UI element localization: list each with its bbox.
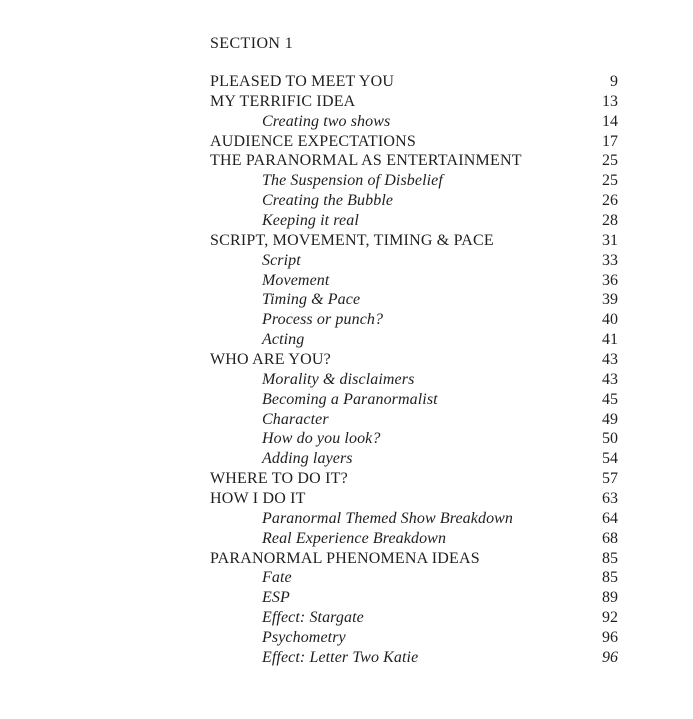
toc-entry-page: 40	[602, 311, 618, 329]
toc-entry-title: Timing & Pace	[262, 291, 361, 309]
toc-row	[210, 608, 618, 628]
toc-entry-title: THE PARANORMAL AS ENTERTAINMENT	[210, 152, 522, 170]
toc-row	[210, 132, 618, 152]
toc-entry-title: Effect: Letter Two Katie	[262, 648, 419, 666]
toc-row	[210, 72, 618, 92]
toc-row	[210, 151, 618, 171]
toc-row	[210, 489, 618, 509]
toc-entry-page: 49	[602, 410, 618, 428]
toc-entry-title: Adding layers	[262, 450, 353, 468]
toc-entry-page: 25	[602, 172, 618, 190]
toc-entry-title: Effect: Stargate	[262, 609, 364, 627]
toc-row	[210, 271, 618, 291]
toc-entry-page: 54	[602, 450, 618, 468]
toc-row	[210, 469, 618, 489]
toc-entry-page: 64	[602, 509, 618, 527]
toc-entry-title: Becoming a Paranormalist	[262, 390, 438, 408]
toc-entry-page: 17	[602, 132, 618, 150]
toc-entry-title: Movement	[262, 271, 330, 289]
toc-row	[210, 568, 618, 588]
toc-entry-page: 92	[602, 609, 618, 627]
toc-entry-page: 25	[602, 152, 618, 170]
toc-row	[210, 191, 618, 211]
toc-row	[210, 549, 618, 569]
toc-entry-title: The Suspension of Disbelief	[262, 172, 443, 190]
toc-entry-title: MY TERRIFIC IDEA	[210, 92, 356, 110]
toc-entry-page: 13	[602, 92, 618, 110]
toc-entry-title: Real Experience Breakdown	[262, 529, 447, 547]
toc-entry-title: ESP	[262, 589, 290, 607]
toc-row	[210, 509, 618, 529]
toc-entry-title: PARANORMAL PHENOMENA IDEAS	[210, 549, 480, 567]
toc-entry-page: 63	[602, 490, 618, 508]
toc-entry-page: 9	[610, 73, 618, 90]
toc-entry-page: 31	[602, 231, 618, 249]
toc-entry-title: WHO ARE YOU?	[210, 351, 331, 369]
toc-entry-page: 33	[602, 251, 618, 269]
toc-entry-page: 39	[602, 291, 618, 309]
toc-entry-title: SCRIPT, MOVEMENT, TIMING & PACE	[210, 231, 494, 249]
toc-entry-page: 43	[602, 370, 618, 388]
toc-row	[210, 350, 618, 370]
toc-entry-page: 41	[602, 331, 618, 349]
toc-entry-title: HOW I DO IT	[210, 490, 306, 508]
toc-entry-page: 68	[602, 529, 618, 547]
toc-entry-page: 57	[602, 470, 618, 488]
toc-row	[210, 92, 618, 112]
toc-entry-title: AUDIENCE EXPECTATIONS	[210, 132, 417, 150]
toc-row	[210, 588, 618, 608]
toc-entry-page: 85	[602, 569, 618, 587]
toc-row	[210, 330, 618, 350]
toc-row	[210, 290, 618, 310]
toc-entry-page: 43	[602, 351, 618, 369]
toc-row	[210, 628, 618, 648]
toc-row	[210, 112, 618, 132]
toc-entry-page: 26	[602, 192, 618, 210]
toc-entry-title: Creating the Bubble	[262, 192, 394, 210]
section-title: SECTION 1	[210, 35, 294, 52]
toc-entry-page: 85	[602, 549, 618, 567]
toc-entry-title: WHERE TO DO IT?	[210, 470, 348, 488]
toc-entry-page: 36	[602, 271, 618, 289]
toc-entry-title: Morality & disclaimers	[262, 370, 415, 388]
toc-entry-title: How do you look?	[262, 430, 381, 448]
toc-row	[210, 370, 618, 390]
toc-entry-page: 14	[602, 112, 618, 130]
toc-entry-title: Script	[262, 251, 301, 269]
toc-row	[210, 410, 618, 430]
toc-entry-title: Fate	[262, 569, 292, 587]
toc-row	[210, 171, 618, 191]
toc-entry-page: 89	[602, 589, 618, 607]
toc-list	[210, 72, 618, 668]
toc-row	[210, 231, 618, 251]
toc-row	[210, 211, 618, 231]
toc-entry-title: PLEASED TO MEET YOU	[210, 73, 395, 90]
toc-entry-page: 96	[602, 648, 618, 666]
toc-row	[210, 429, 618, 449]
toc-entry-title: Paranormal Themed Show Breakdown	[262, 509, 514, 527]
toc-entry-title: Psychometry	[262, 629, 346, 647]
toc-row	[210, 529, 618, 549]
toc-row	[210, 449, 618, 469]
toc-row	[210, 310, 618, 330]
toc-entry-page: 96	[602, 629, 618, 647]
toc-entry-title: Character	[262, 410, 329, 428]
toc-entry-page: 50	[602, 430, 618, 448]
toc-entry-page: 45	[602, 390, 618, 408]
toc-entry-title: Process or punch?	[262, 311, 384, 329]
toc-entry-page: 28	[602, 212, 618, 230]
toc-entry-title: Acting	[262, 331, 305, 349]
toc-entry-title: Keeping it real	[262, 212, 359, 230]
toc-entry-title: Creating two shows	[262, 112, 391, 130]
toc-row	[210, 251, 618, 271]
toc-row	[210, 648, 618, 668]
toc-row	[210, 390, 618, 410]
